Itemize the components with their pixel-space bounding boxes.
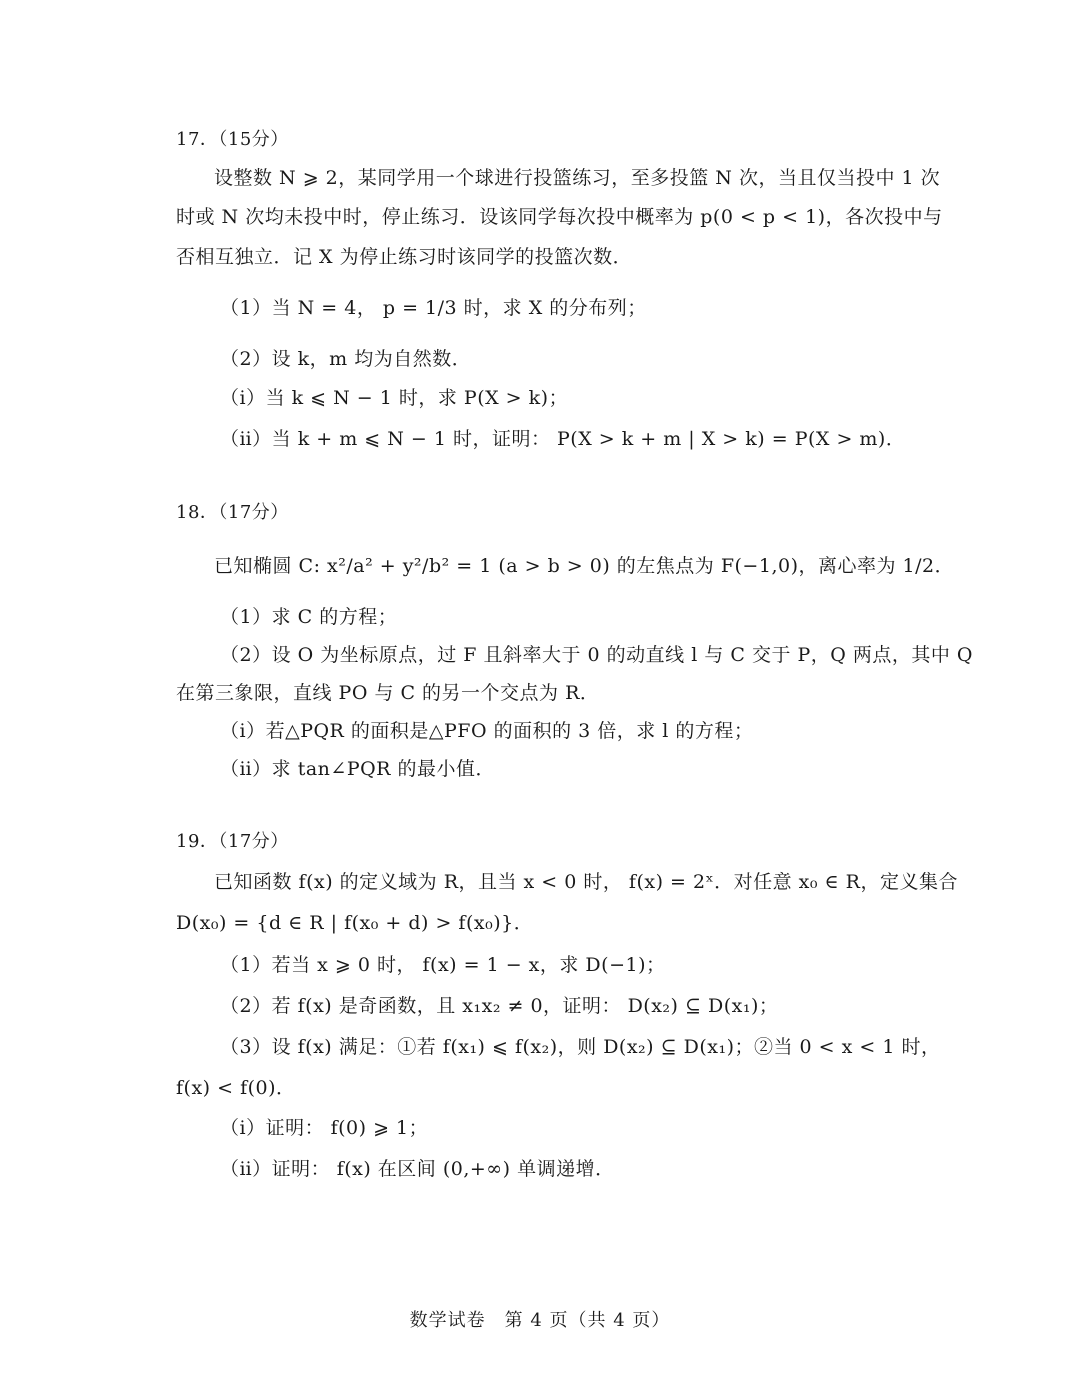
problem-17-part-2: （2）设 k，m 均为自然数．: [220, 348, 472, 370]
problem-17-text: 设整数 N ⩾ 2，某同学用一个球进行投篮练习，至多投篮 N 次，当且仅当投中 1 次: [214, 167, 941, 189]
problem-19-part-3-i: （ⅰ）证明： f(0) ⩾ 1；: [220, 1117, 429, 1139]
problem-18-part-2: （2）设 O 为坐标原点，过 F 且斜率大于 0 的动直线 l 与 C 交于 P，Q 两点，其中 Q: [220, 644, 974, 666]
problem-17-part-2-ii: （ⅱ）当 k + m ⩽ N − 1 时，证明： P(X > k + m | X > k) = P(X > m)．: [220, 428, 906, 450]
problem-18-part-2-ii: （ⅱ）求 tan∠PQR 的最小值．: [220, 758, 496, 780]
problem-18-part-2-i: （ⅰ）若△PQR 的面积是△PFO 的面积的 3 倍，求 l 的方程；: [220, 720, 754, 742]
problem-19-part-1: （1）若当 x ⩾ 0 时， f(x) = 1 − x，求 D(−1)；: [220, 954, 666, 976]
problem-19-text: f(x) < f(0)．: [176, 1077, 296, 1099]
problem-19-part-3: （3）设 f(x) 满足：①若 f(x₁) ⩽ f(x₂)，则 D(x₂) ⊆ D(x₁)；②当 0 < x < 1 时，: [220, 1036, 941, 1058]
problem-17-text: 时或 N 次均未投中时，停止练习．设该同学每次投中概率为 p(0 < p < 1)，各次投中与: [176, 206, 943, 228]
page-footer: 数学试卷 第 4 页（共 4 页）: [409, 1310, 671, 1331]
problem-19-text: 已知函数 f(x) 的定义域为 R，且当 x < 0 时， f(x) = 2ˣ．对任意 x₀ ∈ R，定义集合: [214, 871, 958, 893]
problem-19-text: D(x₀) = {d ∈ R | f(x₀ + d) > f(x₀)}．: [176, 912, 534, 934]
problem-19-part-3-ii: （ⅱ）证明： f(x) 在区间 (0,+∞) 单调递增．: [220, 1158, 615, 1180]
problem-18-text: 在第三象限，直线 PO 与 C 的另一个交点为 R．: [176, 682, 600, 704]
problem-18-heading: 18．（17分）: [176, 502, 289, 523]
problem-19-part-2: （2）若 f(x) 是奇函数，且 x₁x₂ ≠ 0，证明： D(x₂) ⊆ D(x₁)；: [220, 995, 779, 1017]
problem-18-text: 已知椭圆 C: x²/a² + y²/b² = 1 (a > b > 0) 的左焦点为 F(−1,0)，离心率为 1/2．: [214, 555, 955, 577]
problem-18-part-1: （1）求 C 的方程；: [220, 606, 398, 628]
problem-17-text: 否相互独立．记 X 为停止练习时该同学的投篮次数．: [176, 246, 633, 268]
problem-19-heading: 19．（17分）: [176, 831, 289, 852]
problem-17-part-2-i: （ⅰ）当 k ⩽ N − 1 时，求 P(X > k)；: [220, 387, 569, 409]
problem-17-part-1: （1）当 N = 4， p = 1/3 时，求 X 的分布列；: [220, 297, 647, 319]
problem-17-heading: 17．（15分）: [176, 129, 289, 150]
